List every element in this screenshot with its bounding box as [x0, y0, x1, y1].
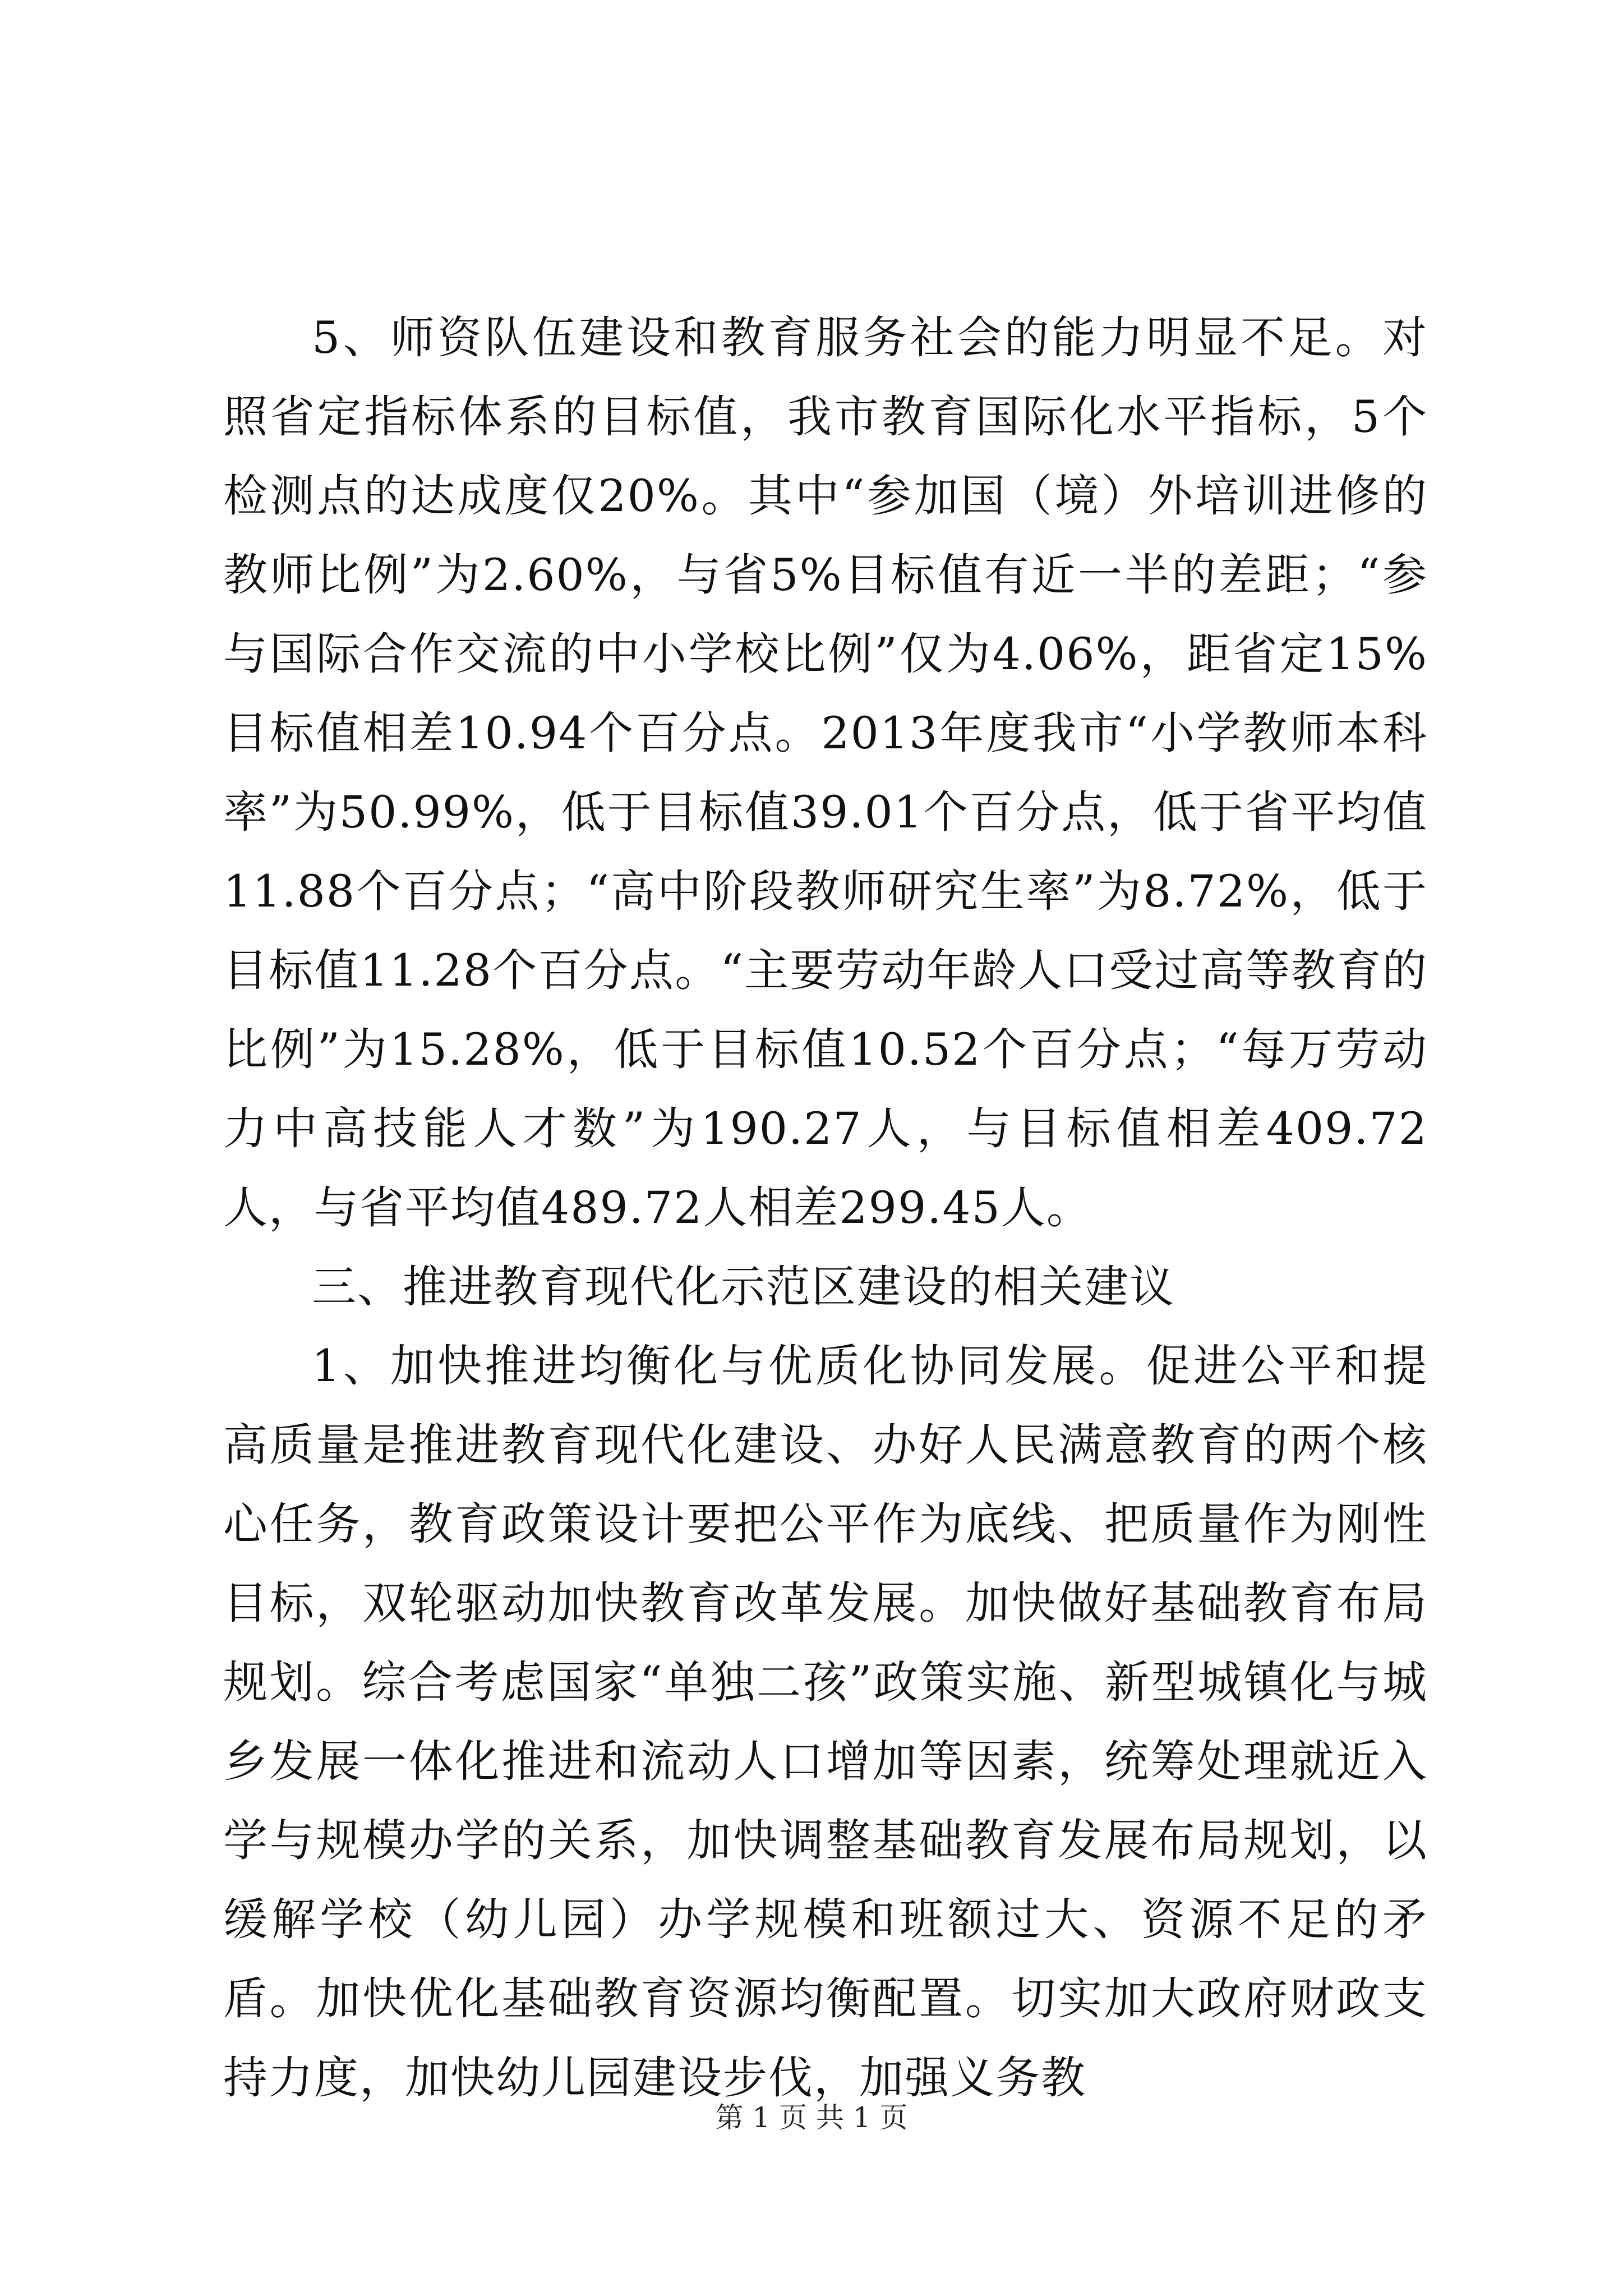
page-number-footer: 第 1 页 共 1 页: [715, 2101, 908, 2134]
document-body: [223, 298, 1428, 2118]
section-heading-suggestions: 三、推进教育现代化示范区建设的相关建议: [312, 1261, 1175, 1313]
paragraph-teacher-capacity: 5、师资队伍建设和教育服务社会的能力明显不足。对照省定指标体系的目标值，我市教育国际化水平指标，5个检测点的达成度仅20%。其中“参加国（境）外培训进修的教师比例”为2.60%，与省5%目标值有近一半的差距；“参与国际合作交流的中小学校比例”仅为4.06%，距省定15%目标值相差10.94个百分点。2013年度我市“小学教师本科率”为50.99%，低于目标值39.01个百分点，低于省平均值11.88个百分点；“高中阶段教师研究生率”为8.72%，低于目标值11.28个百分点。“主要劳动年龄人口受过高等教育的比例”为15.28%，低于目标值10.52个百分点；“每万劳动力中高技能人才数”为190.27人，与目标值相差409.72人，与省平均值489.72人相差299.45人。: [223, 312, 1428, 1234]
paragraph-balanced-development: 1、加快推进均衡化与优质化协同发展。促进公平和提高质量是推进教育现代化建设、办好人民满意教育的两个核心任务，教育政策设计要把公平作为底线、把质量作为刚性目标，双轮驱动加快教育改革发展。加快做好基础教育布局规划。综合考虑国家“单独二孩”政策实施、新型城镇化与城乡发展一体化推进和流动人口增加等因素，统筹处理就近入学与规模办学的关系，加快调整基础教育发展布局规划，以缓解学校（幼儿园）办学规模和班额过大、资源不足的矛盾。加快优化基础教育资源均衡配置。切实加大政府财政支持力度，加快幼儿园建设步伐，加强义务教: [223, 1340, 1428, 2104]
